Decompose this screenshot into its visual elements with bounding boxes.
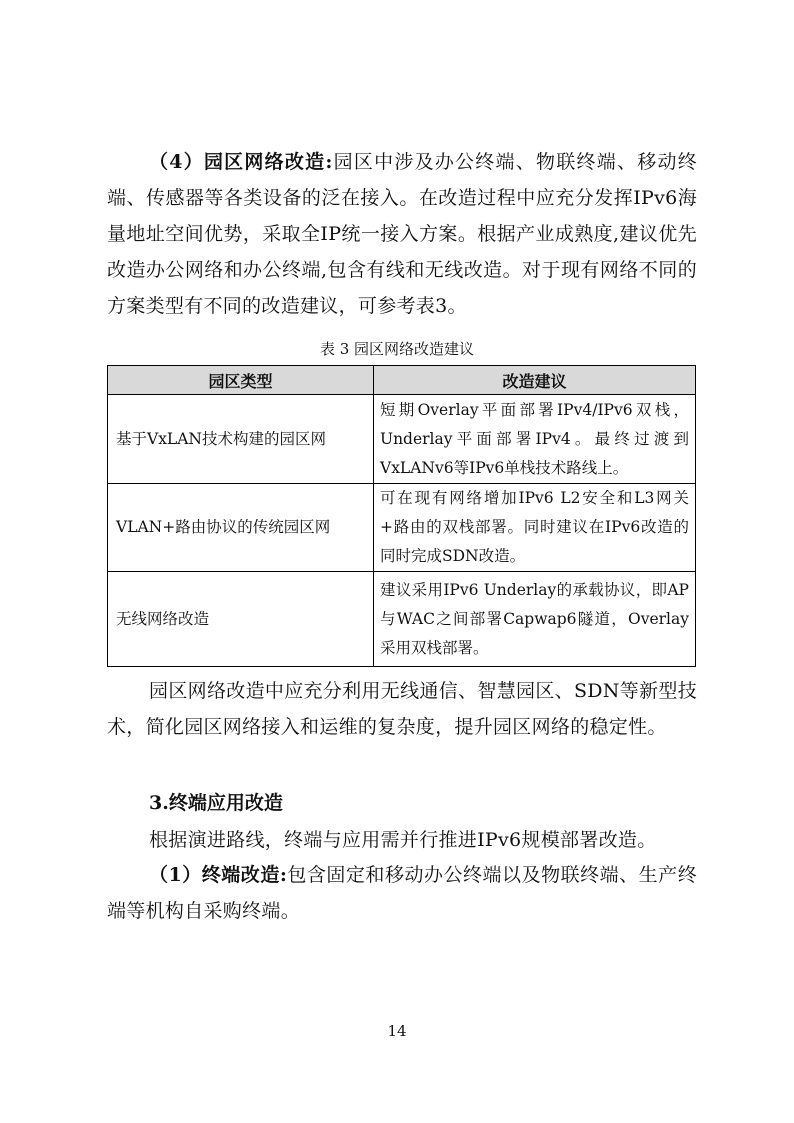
campus-network-table	[107, 365, 696, 667]
section-1-label: （1）终端改造:	[149, 864, 288, 886]
cell-advice: 建议采用IPv6 Underlay的承载协议，即AP与WAC之间部署Capwap6隧道，Overlay采用双栈部署。	[374, 572, 696, 667]
table-row	[108, 395, 696, 484]
cell-type: VLAN+路由协议的传统园区网	[108, 484, 374, 572]
section-1-text: 包含固定和移动办公终端以及物联终端、生产终端等机构自采购终端。	[107, 864, 697, 922]
cell-advice: 可在现有网络增加IPv6 L2安全和L3网关+路由的双栈部署。同时建议在IPv6改造的同时完成SDN改造。	[374, 484, 696, 572]
table-row	[108, 572, 696, 667]
paragraph-after-table: 园区网络改造中应充分利用无线通信、智慧园区、SDN等新型技术，简化园区网络接入和运维的复杂度，提升园区网络的稳定性。	[107, 680, 697, 738]
section-4-text: 园区中涉及办公终端、物联终端、移动终端、传感器等各类设备的泛在接入。在改造过程中应充分发挥IPv6海量地址空间优势，采取全IP统一接入方案。根据产业成熟度,建议优先改造办公网络和办公终端,包含有线和无线改造。对于现有网络不同的方案类型有不同的改造建议，可参考表3。	[107, 151, 697, 317]
section-1-paragraph	[107, 857, 697, 929]
table-caption: 表 3 园区网络改造建议	[319, 340, 475, 358]
table-row	[108, 484, 696, 572]
section-heading-3: 3.终端应用改造	[149, 792, 283, 814]
header-campus-type: 园区类型	[108, 366, 374, 395]
cell-type: 基于VxLAN技术构建的园区网	[108, 395, 374, 484]
section-4-paragraph	[107, 144, 697, 324]
cell-type: 无线网络改造	[108, 572, 374, 667]
section-4-label: （4）园区网络改造:	[149, 151, 333, 173]
table-header-row	[108, 366, 696, 395]
header-advice: 改造建议	[374, 366, 696, 395]
paragraph-terminal-intro: 根据演进路线，终端与应用需并行推进IPv6规模部署改造。	[149, 829, 657, 851]
cell-advice: 短期Overlay平面部署IPv4/IPv6双栈，Underlay平面部署IPv4。最终过渡到VxLANv6等IPv6单栈技术路线上。	[374, 395, 696, 484]
page-number: 14	[387, 1022, 407, 1040]
